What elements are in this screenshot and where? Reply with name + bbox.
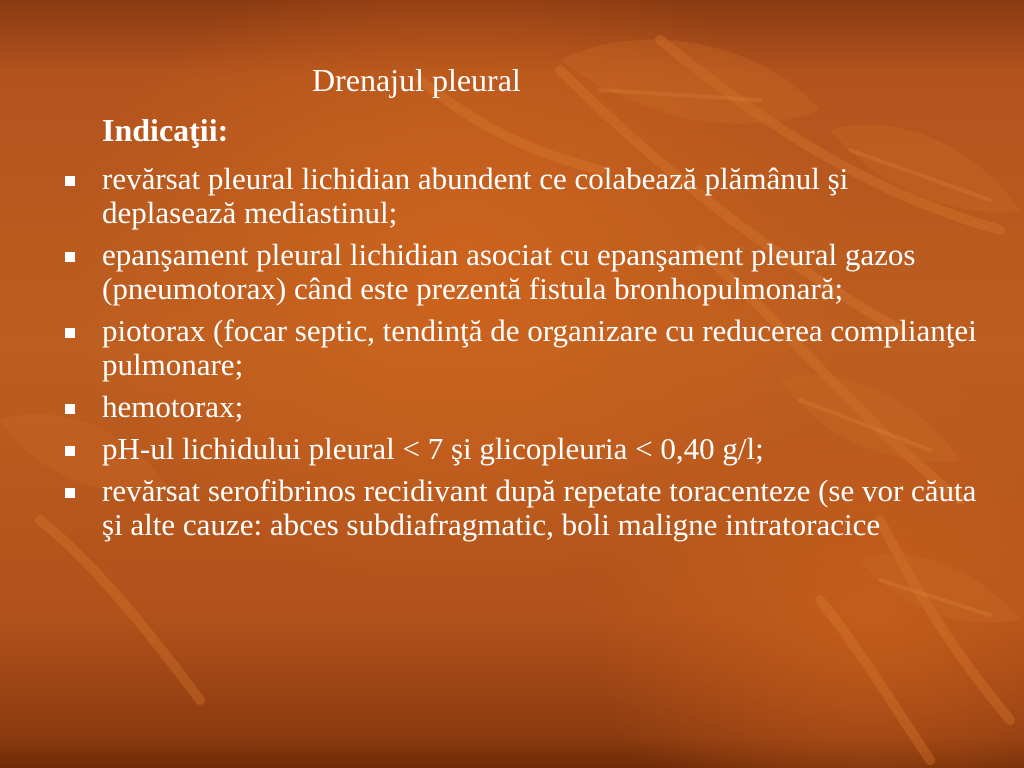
list-item — [60, 238, 980, 306]
list-item-text: revărsat pleural lichidian abundent ce colabează plămânul şi deplasează mediastinul; — [102, 161, 849, 230]
list-item — [60, 390, 980, 424]
list-item — [60, 162, 980, 230]
square-bullet-icon — [65, 488, 75, 498]
indications-list — [60, 162, 980, 550]
square-bullet-icon — [65, 252, 75, 262]
list-item — [60, 474, 980, 542]
slide-title: Drenajul pleural — [312, 62, 521, 98]
list-item-text: pH-ul lichidului pleural < 7 şi glicopleuria < 0,40 g/l; — [102, 431, 764, 466]
square-bullet-icon — [65, 404, 75, 414]
list-item-text: epanşament pleural lichidian asociat cu epanşament pleural gazos (pneumotorax) când este prezentă fistula bronhopulmonară; — [102, 237, 916, 306]
list-item — [60, 432, 980, 466]
indications-heading: Indicaţii: — [102, 112, 229, 148]
list-item-text: piotorax (focar septic, tendinţă de organizare cu reducerea complianţei pulmonare; — [102, 313, 977, 382]
list-item-text: hemotorax; — [102, 389, 244, 424]
list-item-text: revărsat serofibrinos recidivant după repetate toracenteze (se vor căuta şi alte cauze: abces subdiafragmatic, boli maligne intratoracice — [102, 473, 977, 542]
list-item — [60, 314, 980, 382]
square-bullet-icon — [65, 446, 75, 456]
square-bullet-icon — [65, 176, 75, 186]
square-bullet-icon — [65, 328, 75, 338]
